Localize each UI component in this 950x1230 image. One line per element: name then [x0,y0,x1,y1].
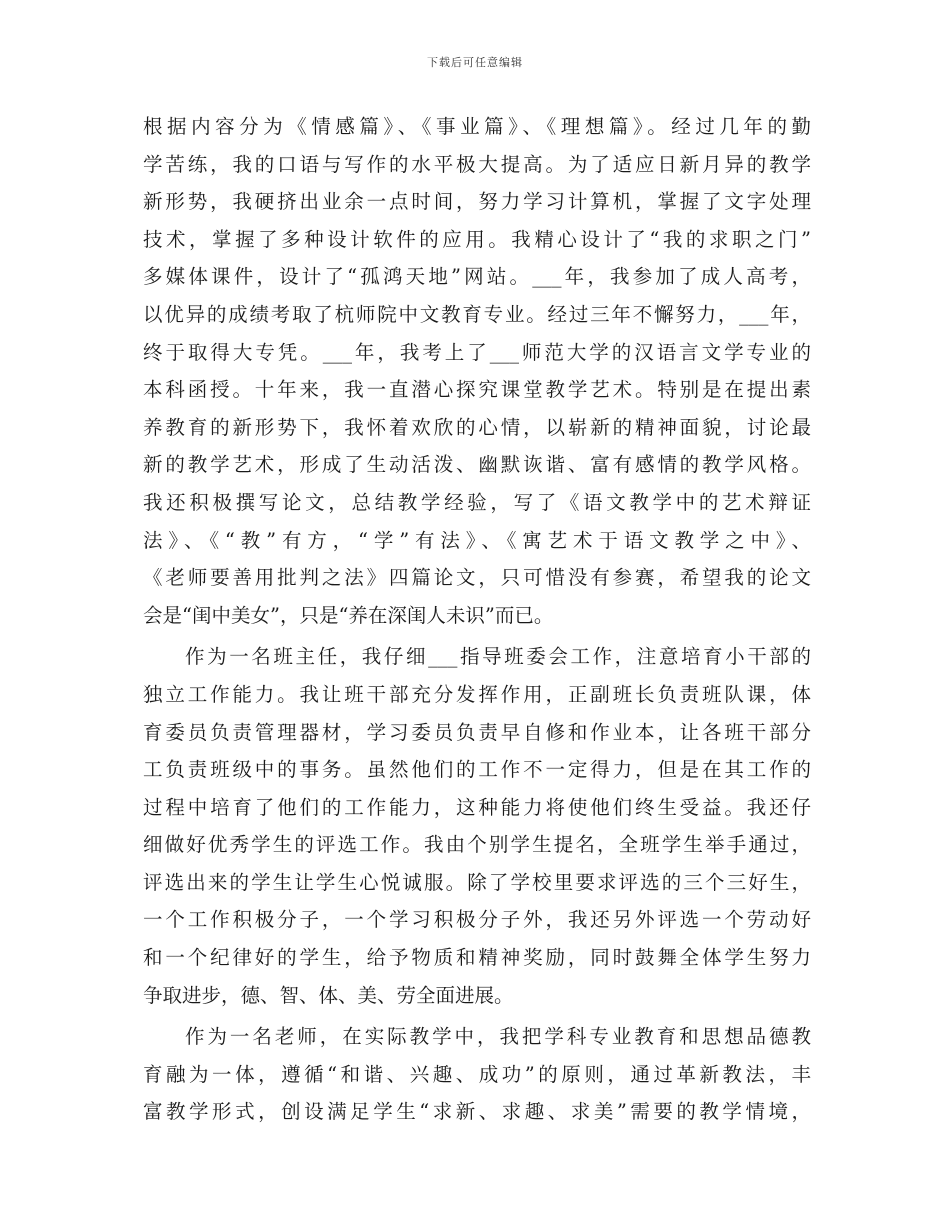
text-line: 和一个纪律好的学生，给予物质和精神奖励，同时鼓舞全体学生努力 [143,946,811,970]
text-line: 独立工作能力。我让班干部充分发挥作用，正副班长负责班队课，体 [143,682,811,706]
text-line: 富教学形式，创设满足学生“求新、求趣、求美”需要的教学情境， [143,1100,811,1124]
text-line: 本科函授。十年来，我一直潜心探究课堂教学艺术。特别是在提出素 [143,378,811,402]
text-line: 根据内容分为《情感篇》、《事业篇》、《理想篇》。经过几年的勤 [143,115,811,138]
text-line: 我还积极撰写论文，总结教学经验，写了《语文教学中的艺术辩证 [143,490,811,514]
paragraph-3 [143,1018,811,1131]
text-line: 学苦练，我的口语与写作的水平极大提高。为了适应日新月异的教学 [143,152,811,176]
text-line: 养教育的新形势下，我怀着欢欣的心情，以崭新的精神面貌，讨论最 [143,415,811,439]
text-line: 会是“闺中美女”，只是“养在深闺人未识”而已。 [143,603,554,627]
text-line: 《老师要善用批判之法》四篇论文，只可惜没有参赛，希望我的论文 [143,566,811,590]
text-line: 一个工作积极分子，一个学习积极分子外，我还另外评选一个劳动好 [143,908,811,932]
text-line: 作为一名班主任，我仔细___指导班委会工作，注意培育小干部的 [185,645,811,669]
page-header: 下载后可任意编辑 [427,56,523,69]
text-line: 育委员负责管理器材，学习委员负责早自修和作业本，让各班干部分 [143,720,811,744]
text-line: 多媒体课件，设计了“孤鸿天地”网站。___年，我参加了成人高考， [143,265,811,289]
paragraph-1 [143,108,811,634]
text-line: 工负责班级中的事务。虽然他们的工作不一定得力，但是在其工作的 [143,758,811,782]
text-line: 争取进步，德、智、体、美、劳全面进展。 [143,983,514,1007]
text-line: 新形势，我硬挤出业余一点时间，努力学习计算机，掌握了文字处理 [143,190,811,214]
document-body [143,108,811,1131]
text-line: 技术，掌握了多种设计软件的应用。我精心设计了“我的求职之门” [143,227,811,251]
text-line: 法》、《“教”有方，“学”有法》、《寓艺术于语文教学之中》、 [143,528,811,552]
text-line: 以优异的成绩考取了杭师院中文教育专业。经过三年不懈努力，___年， [143,302,811,326]
text-line: 育融为一体，遵循“和谐、兴趣、成功”的原则，通过革新教法，丰 [143,1062,811,1086]
text-line: 细做好优秀学生的评选工作。我由个别学生提名，全班学生举手通过， [143,833,811,857]
paragraph-2 [143,638,811,1014]
text-line: 终于取得大专凭。___年，我考上了___师范大学的汉语言文学专业的 [143,340,811,364]
text-line: 作为一名老师，在实际教学中，我把学科专业教育和思想品德教 [185,1025,811,1049]
text-line: 新的教学艺术，形成了生动活泼、幽默诙谐、富有感情的教学风格。 [143,453,811,477]
text-line: 过程中培育了他们的工作能力，这种能力将使他们终生受益。我还仔 [143,795,811,819]
text-line: 评选出来的学生让学生心悦诚服。除了学校里要求评选的三个三好生， [143,870,811,894]
